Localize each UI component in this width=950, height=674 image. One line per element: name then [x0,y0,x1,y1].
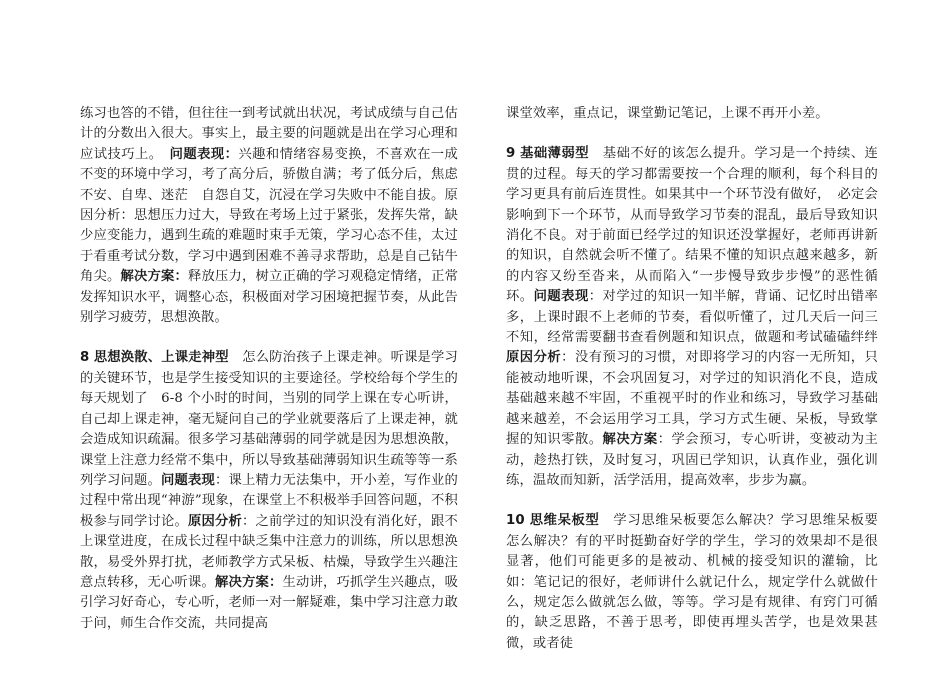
section-title: 基础薄弱型 [520,146,590,162]
section-number: 10 [506,513,525,529]
paragraph-text [506,511,878,654]
body-text: 练习也答的不错，但往往一到考试就出状况，考试成绩与自己估计的分数出入很大。事实上，最主要的问题就是出在学习心理和应试技巧上。 [80,106,458,162]
paragraph-continued [506,104,878,124]
paragraph-text [506,144,878,491]
label-cause: 原因分析 [188,513,243,529]
body-text: ：之前学过的知识没有消化好，跟不上课堂进度，在成长过程中缺乏集中注意力的训练，所以思想涣散，易受外界打扰，老师教学方式呆板、枯燥，导致学生兴趣注意点转移，无心听课。 [80,513,458,590]
body-text: 怎么防治孩子上课走神。听课是学习的关键环节，也是学生接受知识的主要途径。学校给每个学生的每天规划了 6-8 个小时的时间，当别的同学上课在专心听讲，自己却上课走神，毫无疑问自己的学业就要落后了上课走神，就会造成知识疏漏。很多学习基础薄弱的同学就是因为思想涣散，课堂上注意力经常不集中，所以导致基础薄弱知识生疏等等一系列学习问题。 [80,350,458,488]
body-text: ：没有预习的习惯，对即将学习的内容一无所知，只能被动地听课，不会巩固复习，对学过的知识消化不良，造成基础越来越不牢固，不重视平时的作业和练习，导致学习基础越来越差，不会运用学习工具，学习方式生硬、呆板，导致掌握的知识零散。 [506,350,878,448]
section-9 [506,144,878,491]
body-text: 兴趣和情绪容易变换，不喜欢在一成不变的环境中学习，考了高分后，骄傲自满；考了低分后，焦虑不安、自卑、迷茫 自怨自艾，沉浸在学习失败中不能自拔。原因分析：思想压力过大，导致在考场上过于紧张，发挥失常，缺少应变能力，遇到生疏的难题时束手无策，学习心态不佳，太过于看重考试分数，学习中遇到困难不善寻求帮助，总是自己钻牛角尖。 [80,146,459,285]
section-8 [80,348,458,634]
body-text: ：对学过的知识一知半解，背诵、记忆时出错率多，上课时跟不上老师的节奏，看似听懂了，过几天后一问三不知，经常需要翻书查看例题和知识点，做题和考试磕磕绊绊 [506,289,879,346]
paragraph-text [80,348,458,634]
right-column [506,104,878,674]
label-solution: 解决方案 [602,432,658,448]
label-problem: 问题表现 [533,289,589,305]
section-title: 思维呆板型 [529,513,600,529]
paragraph-continued [80,104,458,328]
section-number: 9 [506,146,516,162]
label-solution: 解决方案： [215,574,283,590]
body-text: 学习思维呆板要怎么解决？学习思维呆板要怎么解决？有的平时挺勤奋好学的学生，学习的效果却不是很显著，他们可能更多的是被动、机械的接受知识的灌输，比如：笔记记的很好，老师讲什么就记什么，规定学什么就做什么，规定怎么做就怎么做，等等。学习是有规律、有窍门可循的，缺乏思路，不善于思考，即使再埋头苦学，也是效果甚微，或者徒 [506,513,879,651]
label-problem: 问题表现 [161,472,216,488]
section-10 [506,511,878,654]
label-solution: 解决方案： [120,269,189,285]
body-text: 释放压力，树立正确的学习观稳定情绪，正常发挥知识水平，调整心态，积极面对学习困境把握节奏，从此告别学习疲劳，思想涣散。 [80,269,459,326]
label-cause: 原因分析 [506,350,562,366]
body-text: 基础不好的该怎么提升。学习是一个持续、连贯的过程。每天的学习都需要按一个合理的顺利，每个科目的学习更具有前后连贯性。如果其中一个环节没有做好， 必定会影响到下一个环节，从而导致学习节奏的混乱，最后导致知识消化不良。对于前面已经学过的知识还没掌握好，老师再讲新的知识，自然就会听不懂了。结果不懂的知识点越来越多，新的内容又纷至沓来，从而陷入“一步慢导致步步慢”的恶性循环。 [506,146,878,305]
label-problem: 问题表现： [169,146,239,162]
body-text: ：学会预习，专心听讲，变被动为主动，趁热打铁，及时复习，巩固已学知识，认真作业，强化训练，温故而知新，活学活用，提高效率，步步为赢。 [506,432,878,488]
body-text: ：课上精力无法集中，开小差，写作业的过程中常出现“神游”现象，在课堂上不积极举手回答问题，不积极参与同学讨论。 [80,472,458,529]
paragraph-text: 课堂效率，重点记，课堂勤记笔记，上课不再开小差。 [506,106,829,121]
section-number: 8 [80,350,90,366]
paragraph-text [80,104,458,328]
body-text: 生动讲，巧抓学生兴趣点，吸引学习好奇心，专心听，老师一对一解疑难，集中学习注意力敢于问，师生合作交流，共同提高 [80,574,459,631]
section-title: 思想涣散、上课走神型 [93,350,229,366]
left-column [80,104,458,654]
